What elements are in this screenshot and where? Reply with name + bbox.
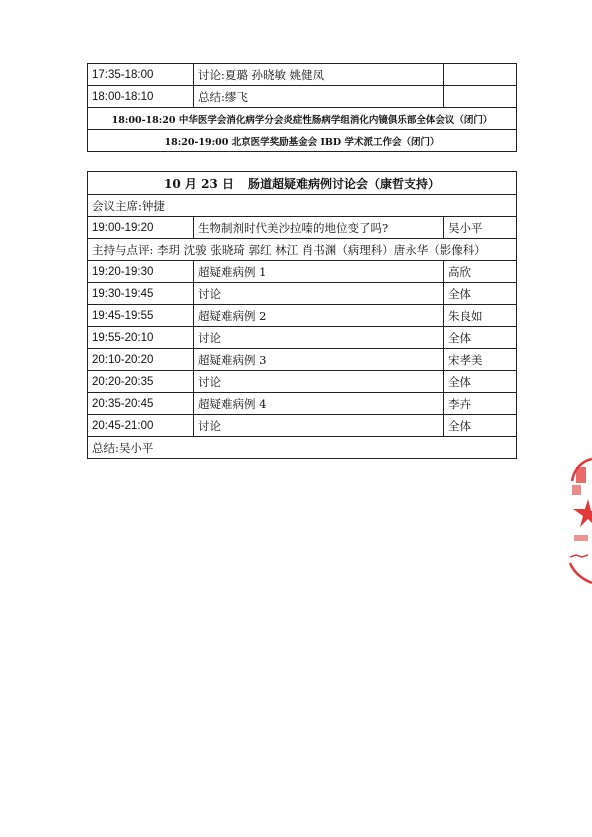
session-date: 10 月 23 日 bbox=[164, 176, 234, 191]
table-row bbox=[88, 195, 517, 217]
session-title: 肠道超疑难病例讨论会（康哲支持） bbox=[247, 176, 440, 191]
topic-cell: 讨论 bbox=[194, 415, 444, 437]
time-cell: 19:55-20:10 bbox=[88, 327, 194, 349]
seal-star-icon bbox=[573, 499, 592, 527]
topic-cell: 超疑难病例 1 bbox=[194, 261, 444, 283]
official-seal-fragment bbox=[568, 455, 592, 590]
table-row bbox=[88, 283, 517, 305]
topic-cell: 总结:缪飞 bbox=[194, 86, 444, 108]
speaker-cell: 宋孝美 bbox=[444, 349, 517, 371]
schedule-table-evening bbox=[87, 63, 517, 152]
speaker-cell: 全体 bbox=[444, 415, 517, 437]
time-cell: 20:35-20:45 bbox=[88, 393, 194, 415]
closed-meeting-note: 18:00-18:20 中华医学会消化病学分会炎症性肠病学组消化内镜俱乐部全体会议（闭门） bbox=[88, 108, 517, 130]
speaker-cell bbox=[444, 64, 517, 86]
session-header bbox=[88, 172, 517, 195]
seal-serial-digits bbox=[570, 555, 588, 557]
speaker-cell: 全体 bbox=[444, 371, 517, 393]
chair-cell: 会议主席:钟捷 bbox=[88, 195, 517, 217]
table-row bbox=[88, 415, 517, 437]
topic-cell: 超疑难病例 3 bbox=[194, 349, 444, 371]
seal-text-fragment bbox=[572, 485, 581, 495]
speaker-cell: 李卉 bbox=[444, 393, 517, 415]
hosts-cell: 主持与点评: 李玥 沈骏 张晓琦 郭红 林江 肖书渊（病理科）唐永华（影像科） bbox=[88, 239, 517, 261]
table-row bbox=[88, 217, 517, 239]
table-row bbox=[88, 261, 517, 283]
speaker-cell: 全体 bbox=[444, 327, 517, 349]
table-row bbox=[88, 239, 517, 261]
table-row bbox=[88, 393, 517, 415]
topic-cell: 超疑难病例 2 bbox=[194, 305, 444, 327]
topic-cell: 讨论 bbox=[194, 327, 444, 349]
table-row bbox=[88, 305, 517, 327]
speaker-cell bbox=[444, 86, 517, 108]
time-cell: 17:35-18:00 bbox=[88, 64, 194, 86]
table-row bbox=[88, 86, 517, 108]
time-cell: 19:45-19:55 bbox=[88, 305, 194, 327]
seal-ring-arc bbox=[570, 563, 592, 583]
time-cell: 20:20-20:35 bbox=[88, 371, 194, 393]
table-row bbox=[88, 371, 517, 393]
table-row bbox=[88, 349, 517, 371]
time-cell: 20:45-21:00 bbox=[88, 415, 194, 437]
table-row bbox=[88, 437, 517, 459]
speaker-cell: 全体 bbox=[444, 283, 517, 305]
time-cell: 19:00-19:20 bbox=[88, 217, 194, 239]
topic-cell: 讨论 bbox=[194, 283, 444, 305]
schedule-table-case-discussion bbox=[87, 171, 517, 459]
time-cell: 19:30-19:45 bbox=[88, 283, 194, 305]
table-row bbox=[88, 64, 517, 86]
topic-cell: 生物制剂时代美沙拉嗪的地位变了吗? bbox=[194, 217, 444, 239]
summary-cell: 总结:吴小平 bbox=[88, 437, 517, 459]
seal-text-fragment bbox=[576, 467, 586, 483]
table-row bbox=[88, 130, 517, 152]
time-cell: 19:20-19:30 bbox=[88, 261, 194, 283]
topic-cell: 讨论 bbox=[194, 371, 444, 393]
time-cell: 18:00-18:10 bbox=[88, 86, 194, 108]
session-header-row bbox=[88, 172, 517, 195]
table-row bbox=[88, 108, 517, 130]
speaker-cell: 吴小平 bbox=[444, 217, 517, 239]
topic-cell: 讨论:夏璐 孙晓敏 姚健凤 bbox=[194, 64, 444, 86]
time-cell: 20:10-20:20 bbox=[88, 349, 194, 371]
closed-meeting-note: 18:20-19:00 北京医学奖励基金会 IBD 学术派工作会（闭门） bbox=[88, 130, 517, 152]
speaker-cell: 朱良如 bbox=[444, 305, 517, 327]
table-row bbox=[88, 327, 517, 349]
topic-cell: 超疑难病例 4 bbox=[194, 393, 444, 415]
seal-text-fragment bbox=[574, 535, 588, 541]
speaker-cell: 高欣 bbox=[444, 261, 517, 283]
